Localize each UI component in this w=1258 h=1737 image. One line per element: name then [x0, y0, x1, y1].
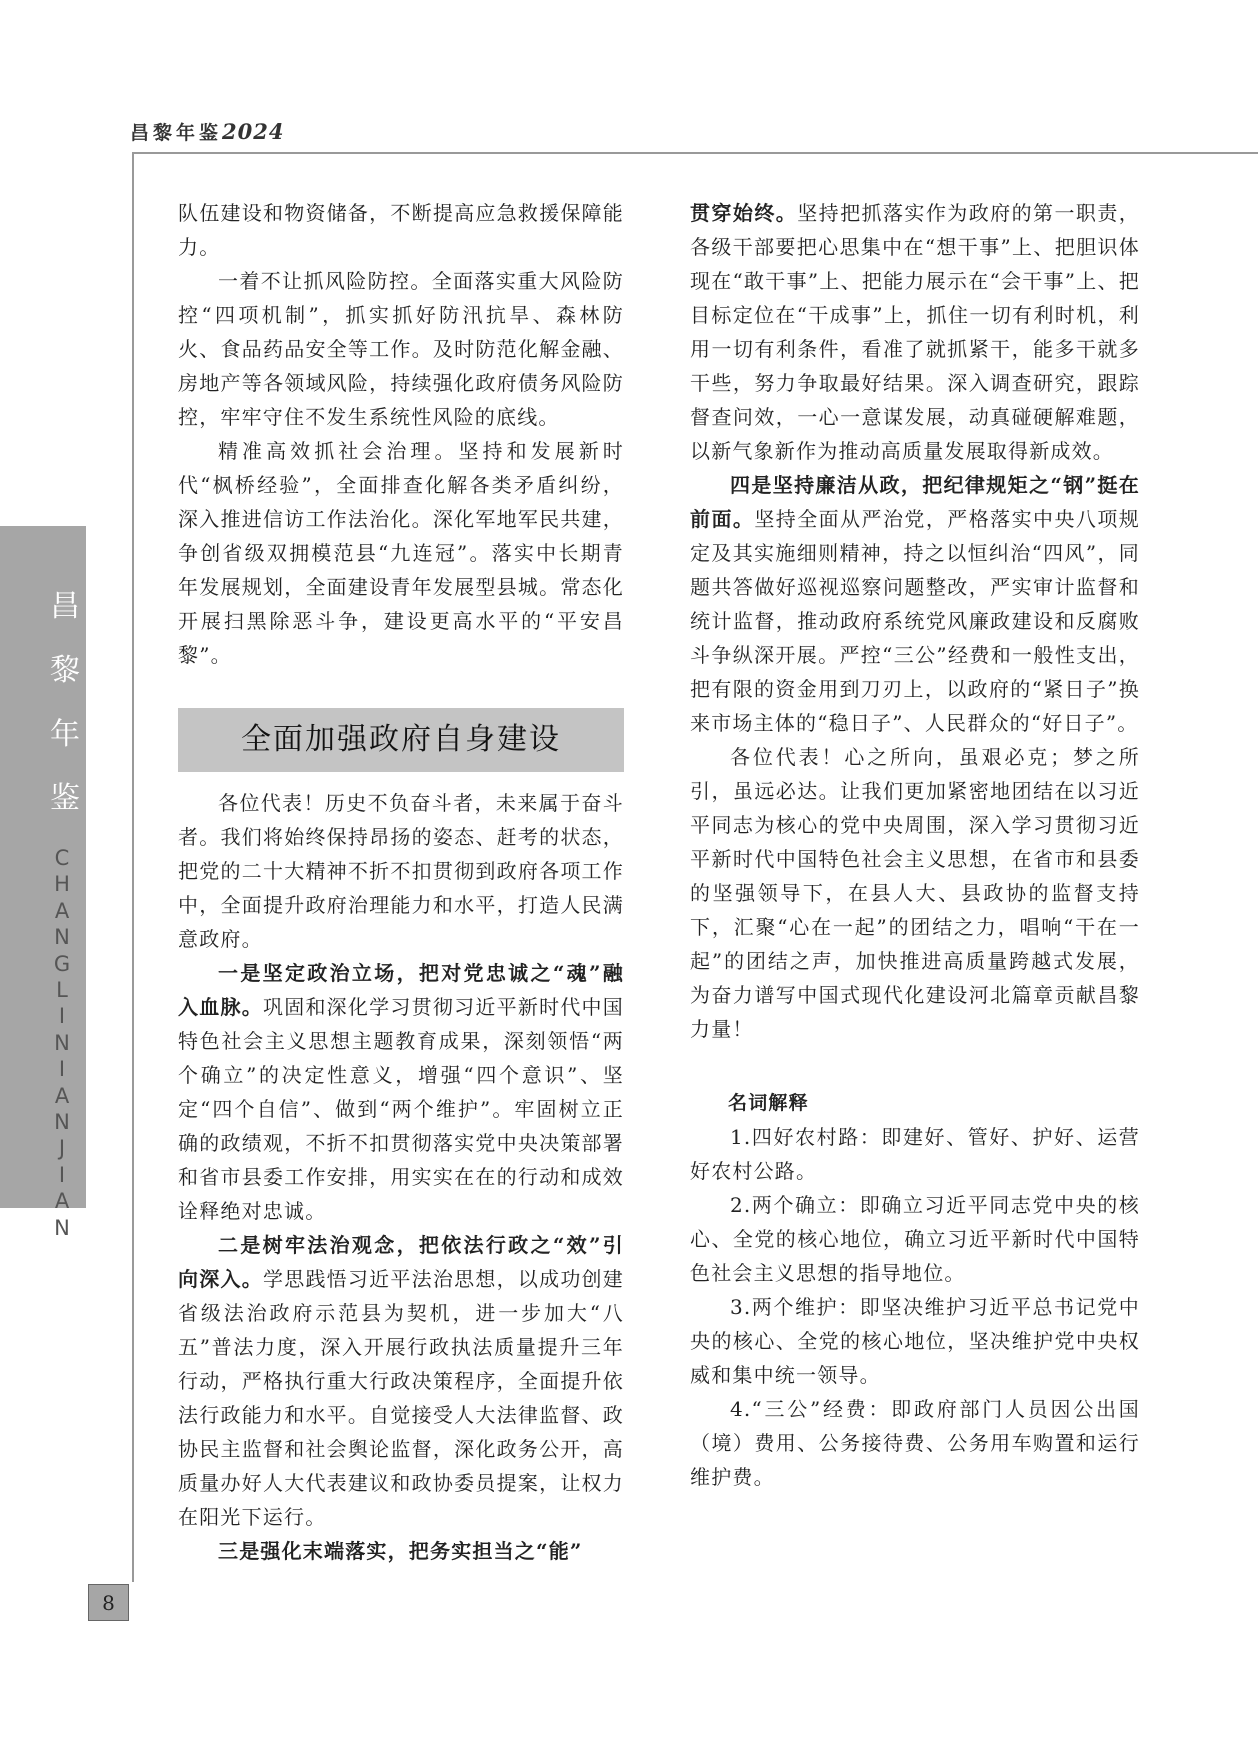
- paragraph: 各位代表！心之所向，虽艰必克；梦之所引，虽远必达。让我们更加紧密地团结在以习近平同志为核心的党中央周围，深入学习贯彻习近平新时代中国特色社会主义思想，在省市和县委的坚强领导下，在县人大、县政协的监督支持下，汇聚“心在一起”的团结之力，唱响“干在一起”的团结之声，加快推进高质量跨越式发展，为奋力谱写中国式现代化建设河北篇章贡献昌黎力量！: [690, 745, 1140, 1041]
- lead-phrase: 三是强化末端落实，把务实担当之“能”: [218, 1539, 583, 1563]
- header-rule: [132, 152, 1258, 154]
- paragraph: 精准高效抓社会治理。坚持和发展新时代“枫桥经验”，全面排查化解各类矛盾纠纷，深入推进信访工作法治化。深化军地军民共建，争创省级双拥模范县“九连冠”。落实中长期青年发展规划，全面建设青年发展型县城。常态化开展扫黑除恶斗争，建设更高水平的“平安昌黎”。: [178, 439, 624, 667]
- pinyin-letter: A: [54, 1083, 70, 1108]
- pinyin-letter: I: [58, 1057, 66, 1082]
- lead-phrase: 四是坚持廉洁从政，把纪律规矩之“钢”挺在前面。: [690, 473, 1140, 531]
- pinyin-letter: G: [53, 951, 71, 976]
- header-year: 2024: [222, 119, 285, 144]
- running-header: [130, 118, 284, 145]
- side-char: 昌: [50, 589, 80, 624]
- side-char: 年: [50, 717, 80, 752]
- section-heading: 全面加强政府自身建设: [178, 708, 624, 772]
- right-column: [690, 196, 1140, 1494]
- pinyin-letter: N: [54, 1215, 70, 1240]
- paragraph-text: 坚持全面从严治党，严格落实中央八项规定及其实施细则精神，持之以恒纠治“四风”，同题共答做好巡视巡察问题整改，严实审计监督和统计监督，推动政府系统党风廉政建设和反腐败斗争纵深开展。严控“三公”经费和一般性支出，把有限的资金用到刀刃上，以政府的“紧日子”换来市场主体的“稳日子”、人民群众的“好日子”。: [690, 507, 1140, 735]
- left-column: [178, 196, 624, 1568]
- pinyin-letter: C: [54, 846, 70, 870]
- paragraph: [690, 196, 1140, 468]
- pinyin-letter: I: [58, 1162, 66, 1187]
- pinyin-letter: N: [54, 1030, 70, 1055]
- side-tab-pinyin: [50, 845, 74, 1241]
- paragraph: 队伍建设和物资储备，不断提高应急救援保障能力。: [178, 201, 624, 259]
- pinyin-letter: A: [54, 898, 70, 923]
- glossary-title: 名词解释: [728, 1092, 809, 1114]
- paragraph: 一着不让抓风险防控。全面落实重大风险防控“四项机制”，抓实抓好防汛抗旱、森林防火、食品药品安全等工作。及时防范化解金融、房地产等各领域风险，持续强化政府债务风险防控，牢牢守住不发生系统性风险的底线。: [178, 269, 624, 429]
- glossary-item: 2.两个确立：即确立习近平同志党中央的核心、全党的核心地位，确立习近平新时代中国特色社会主义思想的指导地位。: [690, 1193, 1140, 1285]
- lead-phrase: 二是树牢法治观念，把依法行政之“效”引向深入。: [178, 1233, 624, 1291]
- paragraph: [690, 468, 1140, 740]
- side-char: 鉴: [50, 781, 80, 816]
- paragraph: [178, 956, 624, 1228]
- header-book-title: 昌黎年鉴: [130, 122, 223, 144]
- pinyin-letter: I: [58, 1004, 66, 1029]
- lead-phrase: 一是坚定政治立场，把对党忠诚之“魂”融入血脉。: [178, 961, 624, 1019]
- paragraph: [178, 1228, 624, 1534]
- paragraph-text: 学思践悟习近平法治思想，以成功创建省级法治政府示范县为契机，进一步加大“八五”普法力度，深入开展行政执法质量提升三年行动，严格执行重大行政决策程序，全面提升依法行政能力和水平。自觉接受人大法律监督、政协民主监督和社会舆论监督，深化政务公开，高质量办好人大代表建议和政协委员提案，让权力在阳光下运行。: [178, 1267, 624, 1529]
- page-number: 8: [88, 1584, 129, 1621]
- pinyin-letter: H: [54, 872, 70, 897]
- glossary-item: 1.四好农村路：即建好、管好、护好、运营好农村公路。: [690, 1125, 1140, 1183]
- pinyin-letter: N: [54, 925, 70, 950]
- lead-phrase: 贯穿始终。: [690, 201, 798, 225]
- pinyin-letter: J: [58, 1136, 66, 1161]
- frame-rule: [132, 152, 134, 1582]
- glossary-item: 3.两个维护：即坚决维护习近平总书记党中央的核心、全党的核心地位，坚决维护党中央权威和集中统一领导。: [690, 1295, 1140, 1387]
- pinyin-letter: L: [56, 978, 68, 1003]
- paragraph: [178, 1534, 624, 1568]
- pinyin-letter: A: [54, 1189, 70, 1214]
- glossary-item: 4.“三公”经费：即政府部门人员因公出国（境）费用、公务接待费、公务用车购置和运行维护费。: [690, 1397, 1140, 1489]
- paragraph-text: 巩固和深化学习贯彻习近平新时代中国特色社会主义思想主题教育成果，深刻领悟“两个确立”的决定性意义，增强“四个意识”、坚定“四个自信”、做到“两个维护”。牢固树立正确的政绩观，不折不扣贯彻落实党中央决策部署和省市县委工作安排，用实实在在的行动和成效诠释绝对忠诚。: [178, 995, 624, 1223]
- pinyin-letter: N: [54, 1110, 70, 1135]
- paragraph: 各位代表！历史不负奋斗者，未来属于奋斗者。我们将始终保持昂扬的姿态、赶考的状态，把党的二十大精神不折不扣贯彻到政府各项工作中，全面提升政府治理能力和水平，打造人民满意政府。: [178, 791, 624, 951]
- side-tab-title: [50, 575, 80, 831]
- side-char: 黎: [50, 653, 80, 688]
- paragraph-text: 坚持把抓落实作为政府的第一职责，各级干部要把心思集中在“想干事”上、把胆识体现在“敢干事”上、把能力展示在“会干事”上、把目标定位在“干成事”上，抓住一切有利时机，利用一切有利条件，看准了就抓紧干，能多干就多干些，努力争取最好结果。深入调查研究，跟踪督查问效，一心一意谋发展，动真碰硬解难题，以新气象新作为推动高质量发展取得新成效。: [690, 201, 1141, 463]
